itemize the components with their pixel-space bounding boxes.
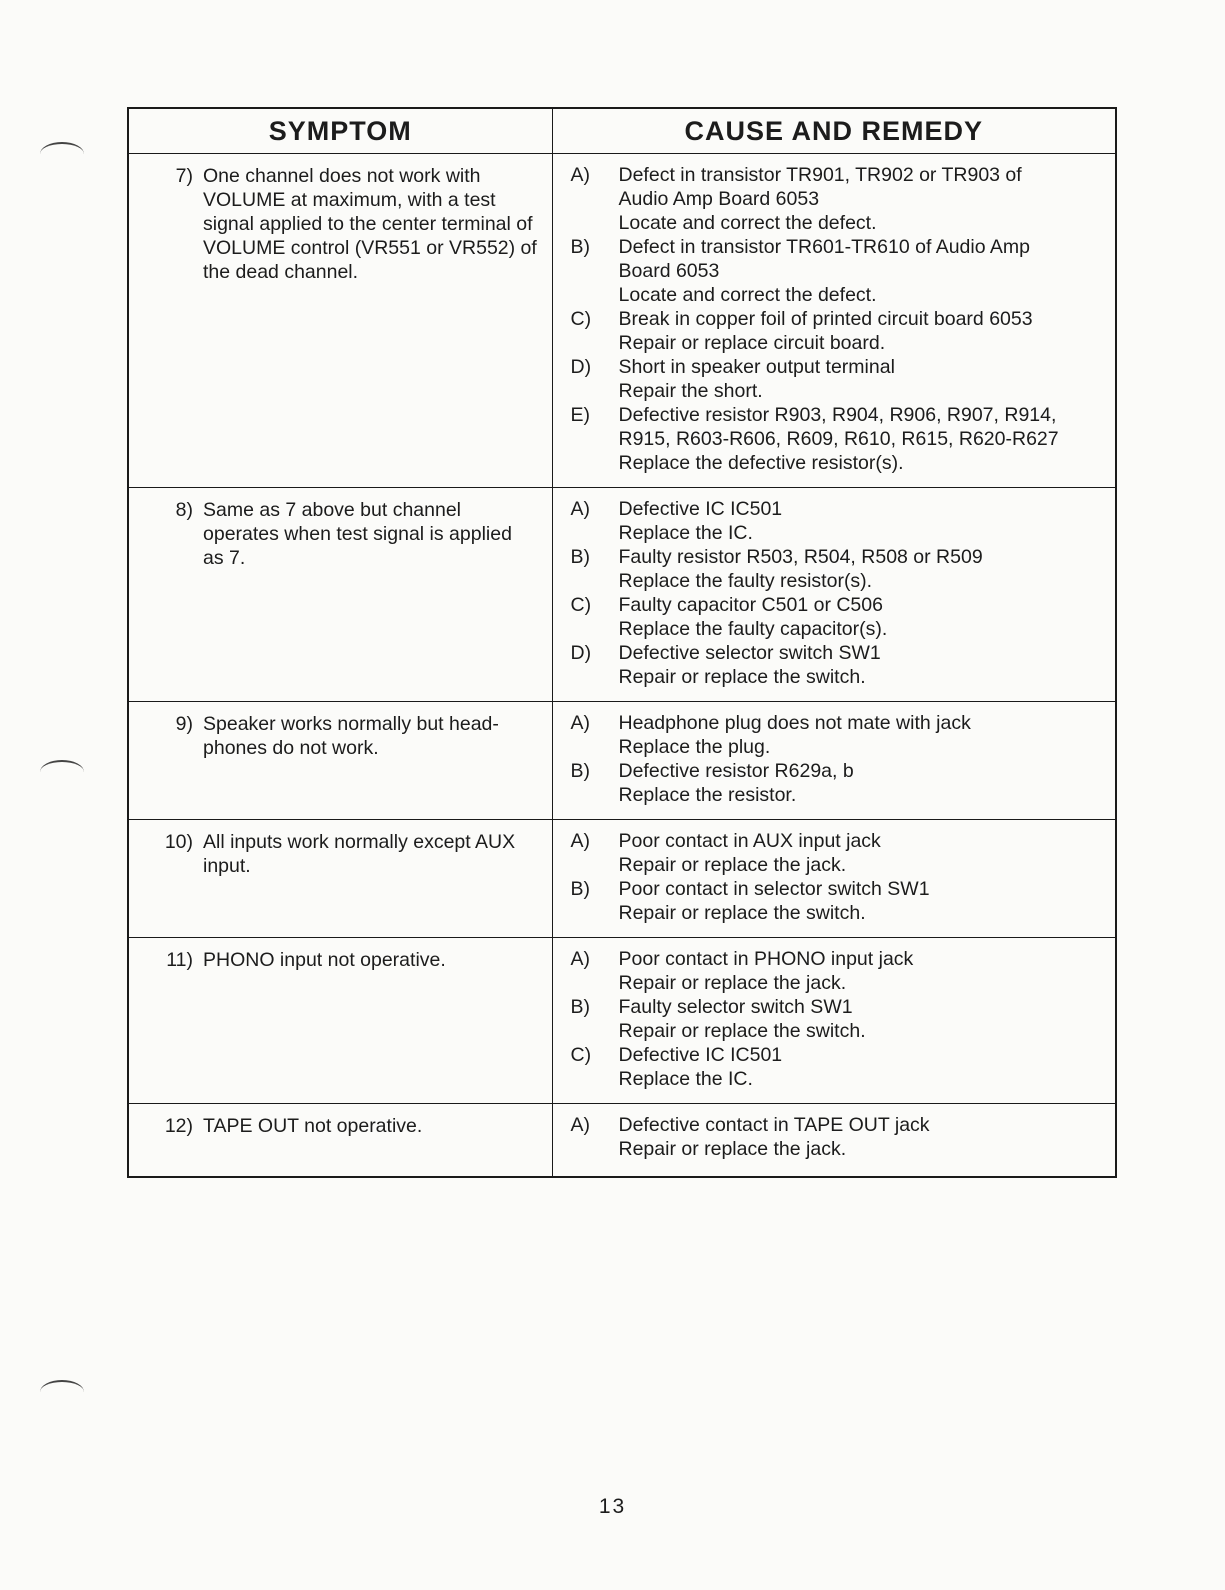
symptom-text: Speaker works normally but head-phones do not work. xyxy=(203,713,499,759)
cause-item xyxy=(571,403,1104,475)
cause-line: Faulty resistor R503, R504, R508 or R509 xyxy=(618,546,983,568)
cause-line: Repair or replace the jack. xyxy=(618,1138,847,1160)
cause-letter: A) xyxy=(570,712,590,734)
cause-line: Replace the IC. xyxy=(618,522,753,544)
cause-text xyxy=(619,995,1104,1043)
cause-letter: A) xyxy=(570,830,590,852)
cause-line: Defective resistor R629a, b xyxy=(618,760,854,782)
cause-item xyxy=(571,829,1104,877)
symptom-number: 8) xyxy=(175,499,193,521)
cause-item xyxy=(571,995,1104,1043)
table-row xyxy=(128,702,1116,820)
cause-text xyxy=(619,545,1104,593)
table-row xyxy=(128,938,1116,1104)
cause-line: Repair or replace the jack. xyxy=(618,972,847,994)
cause-item xyxy=(571,355,1104,403)
cause-line: Locate and correct the defect. xyxy=(618,212,877,234)
cause-text xyxy=(619,1043,1104,1091)
cause-item xyxy=(571,497,1104,545)
cause-line: Repair or replace the switch. xyxy=(618,902,866,924)
symptom-number: 9) xyxy=(175,713,193,735)
cause-remedy-cell xyxy=(552,488,1116,702)
cause-text xyxy=(619,947,1104,995)
cause-line: Short in speaker output terminal xyxy=(618,356,895,378)
cause-item xyxy=(571,593,1104,641)
cause-text xyxy=(619,307,1104,355)
cause-letter: D) xyxy=(570,356,592,378)
cause-line: Audio Amp Board 6053 xyxy=(618,188,820,210)
cause-letter: C) xyxy=(570,594,592,616)
symptom-line xyxy=(149,498,538,570)
symptom-line xyxy=(149,1114,538,1138)
cause-line: Replace the faulty resistor(s). xyxy=(618,570,873,592)
cause-line: Defective selector switch SW1 xyxy=(618,642,881,664)
cause-line: Headphone plug does not mate with jack xyxy=(618,712,971,734)
cause-letter: A) xyxy=(570,1114,590,1136)
punch-hole-mark xyxy=(40,760,84,784)
table-row xyxy=(128,488,1116,702)
cause-line: Faulty selector switch SW1 xyxy=(618,996,853,1018)
cause-text xyxy=(619,829,1104,877)
cause-line: Replace the IC. xyxy=(618,1068,753,1090)
symptom-number: 10) xyxy=(164,831,193,853)
cause-letter: B) xyxy=(570,996,590,1018)
cause-letter: D) xyxy=(570,642,592,664)
troubleshooting-table xyxy=(127,107,1117,1178)
cause-remedy-header: CAUSE AND REMEDY xyxy=(552,108,1116,154)
cause-letter: C) xyxy=(570,1044,592,1066)
symptom-line xyxy=(149,712,538,760)
cause-letter: E) xyxy=(570,404,590,426)
cause-line: Defective IC IC501 xyxy=(618,498,783,520)
symptom-cell xyxy=(128,702,552,820)
table-row xyxy=(128,1104,1116,1177)
cause-line: Replace the faulty capacitor(s). xyxy=(618,618,888,640)
cause-text xyxy=(619,1113,1104,1161)
symptom-number: 11) xyxy=(166,949,193,971)
cause-line: Board 6053 xyxy=(618,260,720,282)
cause-text xyxy=(619,877,1104,925)
cause-line: Repair or replace the switch. xyxy=(618,666,866,688)
cause-letter: A) xyxy=(570,164,590,186)
symptom-cell xyxy=(128,820,552,938)
cause-text xyxy=(619,163,1104,235)
symptom-text: PHONO input not operative. xyxy=(203,949,446,971)
cause-item xyxy=(571,235,1104,307)
cause-text xyxy=(619,235,1104,307)
cause-item xyxy=(571,1043,1104,1091)
symptom-cell xyxy=(128,488,552,702)
cause-text xyxy=(619,593,1104,641)
cause-letter: C) xyxy=(570,308,592,330)
table-row xyxy=(128,820,1116,938)
cause-line: Faulty capacitor C501 or C506 xyxy=(618,594,883,616)
cause-line: Poor contact in PHONO input jack xyxy=(618,948,914,970)
symptom-cell xyxy=(128,938,552,1104)
cause-line: Defect in transistor TR601-TR610 of Audio Amp xyxy=(618,236,1031,258)
cause-line: Replace the defective resistor(s). xyxy=(618,452,904,474)
cause-item xyxy=(571,947,1104,995)
symptom-text: All inputs work normally except AUX input. xyxy=(203,831,516,877)
symptom-cell xyxy=(128,1104,552,1177)
cause-letter: B) xyxy=(570,760,590,782)
cause-line: Replace the resistor. xyxy=(618,784,797,806)
symptom-text: One channel does not work with VOLUME at maximum, with a test signal applied to the center terminal of VOLUME control (VR551 or VR552) of the dead channel. xyxy=(203,165,537,283)
cause-letter: B) xyxy=(570,546,590,568)
cause-remedy-cell xyxy=(552,702,1116,820)
symptom-number: 7) xyxy=(175,165,193,187)
cause-text xyxy=(619,641,1104,689)
page-number: 13 xyxy=(598,1495,627,1518)
cause-line: Break in copper foil of printed circuit board 6053 xyxy=(618,308,1033,330)
symptom-line xyxy=(149,948,538,972)
cause-letter: B) xyxy=(570,236,590,258)
cause-item xyxy=(571,759,1104,807)
cause-line: R915, R603-R606, R609, R610, R615, R620-R627 xyxy=(618,428,1059,450)
symptom-header: SYMPTOM xyxy=(128,108,552,154)
cause-text xyxy=(619,355,1104,403)
cause-line: Repair or replace the switch. xyxy=(618,1020,866,1042)
cause-remedy-cell xyxy=(552,154,1116,488)
cause-item xyxy=(571,545,1104,593)
cause-line: Defective IC IC501 xyxy=(618,1044,783,1066)
cause-line: Repair or replace the jack. xyxy=(618,854,847,876)
cause-remedy-cell xyxy=(552,1104,1116,1177)
cause-line: Replace the plug. xyxy=(618,736,771,758)
cause-remedy-cell xyxy=(552,938,1116,1104)
cause-text xyxy=(619,497,1104,545)
cause-item xyxy=(571,877,1104,925)
cause-text xyxy=(619,403,1104,475)
cause-line: Poor contact in AUX input jack xyxy=(618,830,881,852)
cause-line: Locate and correct the defect. xyxy=(618,284,877,306)
symptom-cell xyxy=(128,154,552,488)
cause-line: Defective contact in TAPE OUT jack xyxy=(618,1114,930,1136)
cause-letter: A) xyxy=(570,948,590,970)
symptom-text: TAPE OUT not operative. xyxy=(203,1115,423,1137)
symptom-text: Same as 7 above but channel operates when test signal is applied as 7. xyxy=(203,499,512,569)
cause-line: Defect in transistor TR901, TR902 or TR903 of xyxy=(618,164,1022,186)
cause-line: Poor contact in selector switch SW1 xyxy=(618,878,930,900)
cause-text xyxy=(619,759,1104,807)
cause-item xyxy=(571,163,1104,235)
table-header-row xyxy=(128,108,1116,154)
cause-item xyxy=(571,641,1104,689)
symptom-number: 12) xyxy=(164,1115,193,1137)
cause-item xyxy=(571,1113,1104,1161)
cause-text xyxy=(619,711,1104,759)
cause-letter: A) xyxy=(570,498,590,520)
table-body xyxy=(128,154,1116,1177)
punch-hole-mark xyxy=(40,142,84,166)
cause-remedy-cell xyxy=(552,820,1116,938)
cause-line: Repair or replace circuit board. xyxy=(618,332,886,354)
table-row xyxy=(128,154,1116,488)
cause-item xyxy=(571,307,1104,355)
cause-letter: B) xyxy=(570,878,590,900)
symptom-line xyxy=(149,164,538,284)
punch-hole-mark xyxy=(40,1380,84,1404)
symptom-line xyxy=(149,830,538,878)
cause-line: Defective resistor R903, R904, R906, R907, R914, xyxy=(618,404,1057,426)
cause-item xyxy=(571,711,1104,759)
cause-line: Repair the short. xyxy=(618,380,763,402)
